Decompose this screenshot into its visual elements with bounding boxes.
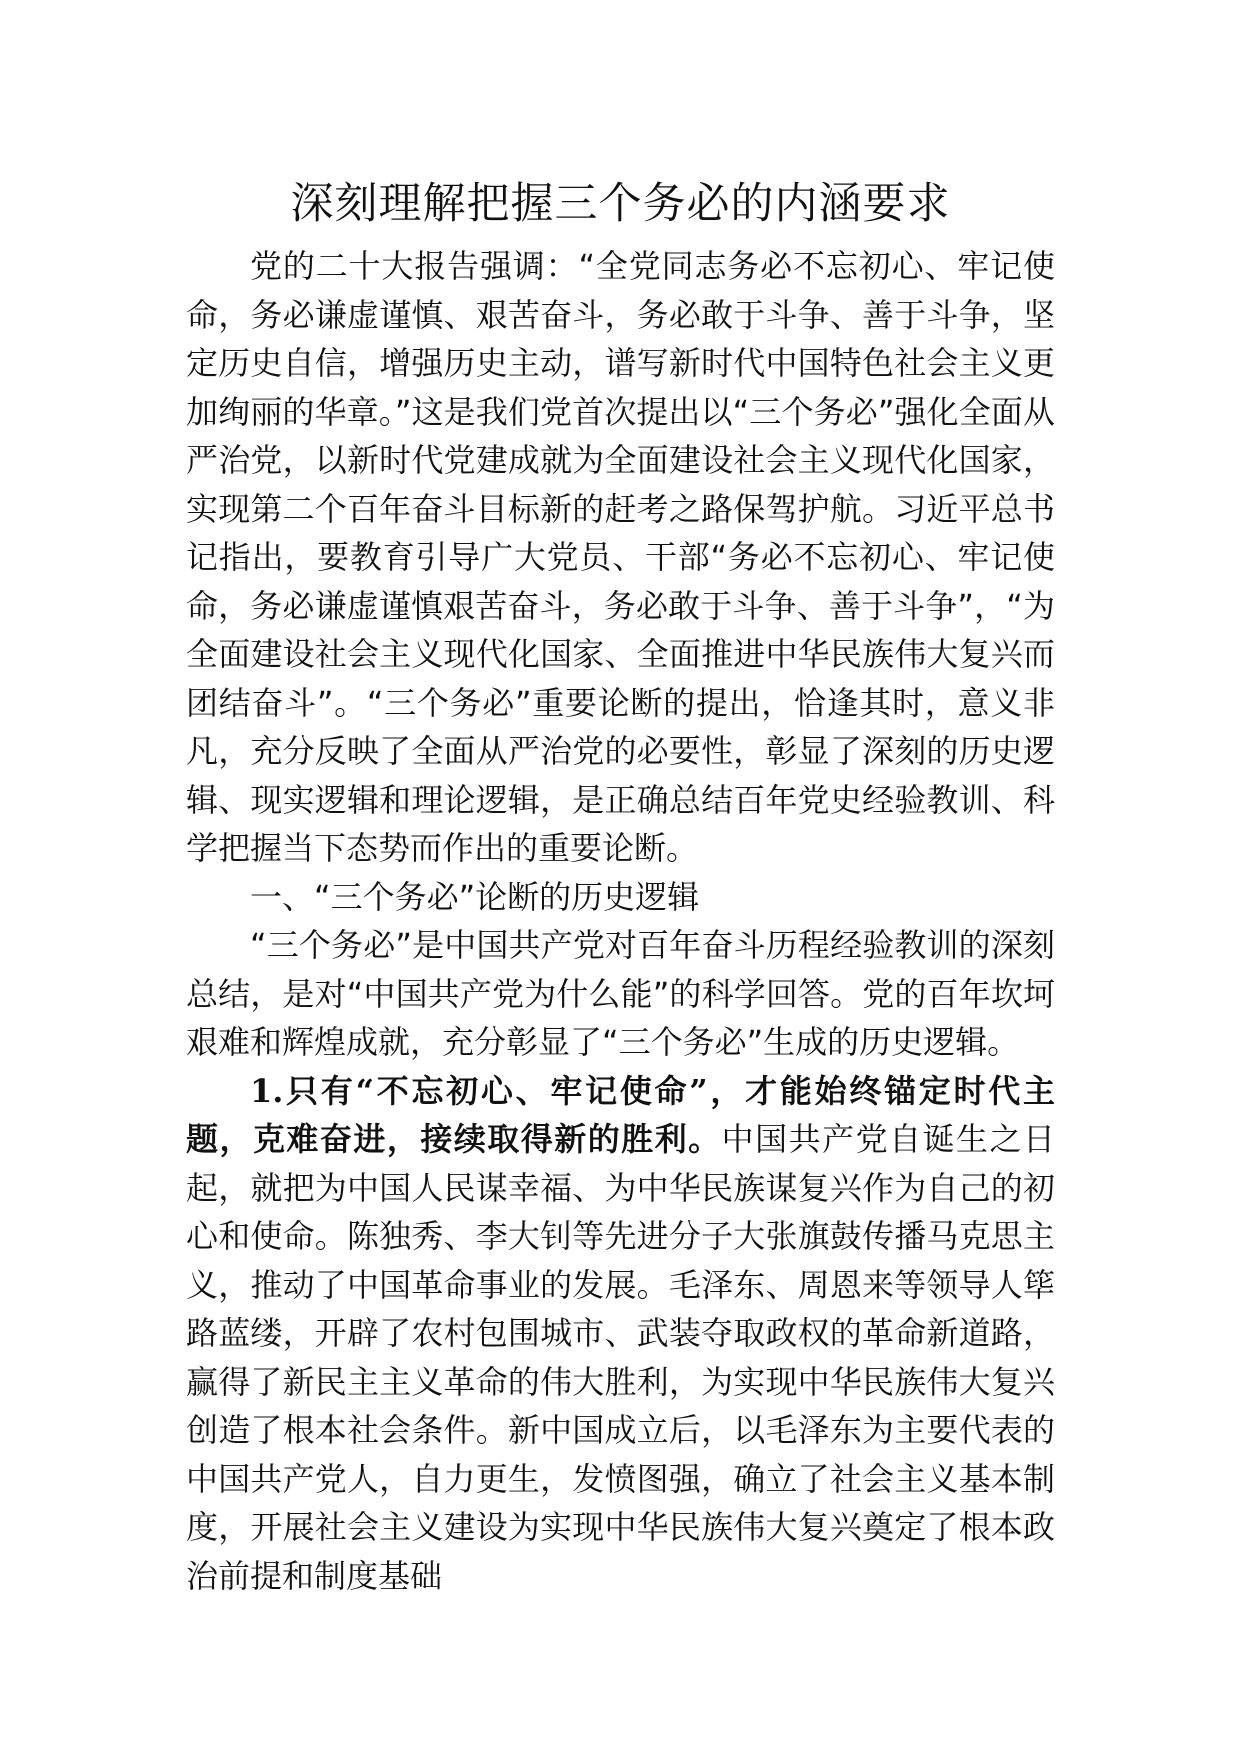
- document-title: 深刻理解把握三个务必的内涵要求: [290, 179, 951, 229]
- section-paragraph: “三个务必”是中国共产党对百年奋斗历程经验教训的深刻总结，是对“中国共产党为什么能”的科学回答。党的百年坎坷艰难和辉煌成就，充分彰显了“三个务必”生成的历史逻辑。: [186, 926, 1055, 1061]
- intro-paragraph: 党的二十大报告强调：“全党同志务必不忘初心、牢记使命，务必谦虚谨慎、艰苦奋斗，务必敢于斗争、善于斗争，坚定历史自信，增强历史主动，谱写新时代中国特色社会主义更加绚丽的华章。”这是我们党首次提出以“三个务必”强化全面从严治党，以新时代党建成就为全面建设社会主义现代化国家，实现第二个百年奋斗目标新的赶考之路保驾护航。习近平总书记指出，要教育引导广大党员、干部“务必不忘初心、牢记使命，务必谦虚谨慎艰苦奋斗，务必敢于斗争、善于斗争”，“为全面建设社会主义现代化国家、全面推进中华民族伟大复兴而团结奋斗”。“三个务必”重要论断的提出，恰逢其时，意义非凡，充分反映了全面从严治党的必要性，彰显了深刻的历史逻辑、现实逻辑和理论逻辑，是正确总结百年党史经验教训、科学把握当下态势而作出的重要论断。: [186, 247, 1055, 867]
- point-1-lead: 1.只有“不忘初心、牢记使命”，才能始终锚定时代主题，克难奋进，接续取得新的胜利。: [186, 1071, 1055, 1158]
- section-heading: 一、“三个务必”论断的历史逻辑: [250, 877, 700, 916]
- point-1-paragraph: [186, 1067, 1055, 1601]
- document-body: [186, 168, 1055, 1600]
- point-1-body: 中国共产党自诞生之日起，就把为中国人民谋幸福、为中华民族谋复兴作为自己的初心和使命。陈独秀、李大钊等先进分子大张旗鼓传播马克思主义，推动了中国革命事业的发展。毛泽东、周恩来等领导人筚路蓝缕，开辟了农村包围城市、武装夺取政权的革命新道路，赢得了新民主主义革命的伟大胜利，为实现中华民族伟大复兴创造了根本社会条件。新中国成立后，以毛泽东为主要代表的中国共产党人，自力更生，发愤图强，确立了社会主义基本制度，开展社会主义建设为实现中华民族伟大复兴奠定了根本政治前提和制度基础: [186, 1120, 1055, 1595]
